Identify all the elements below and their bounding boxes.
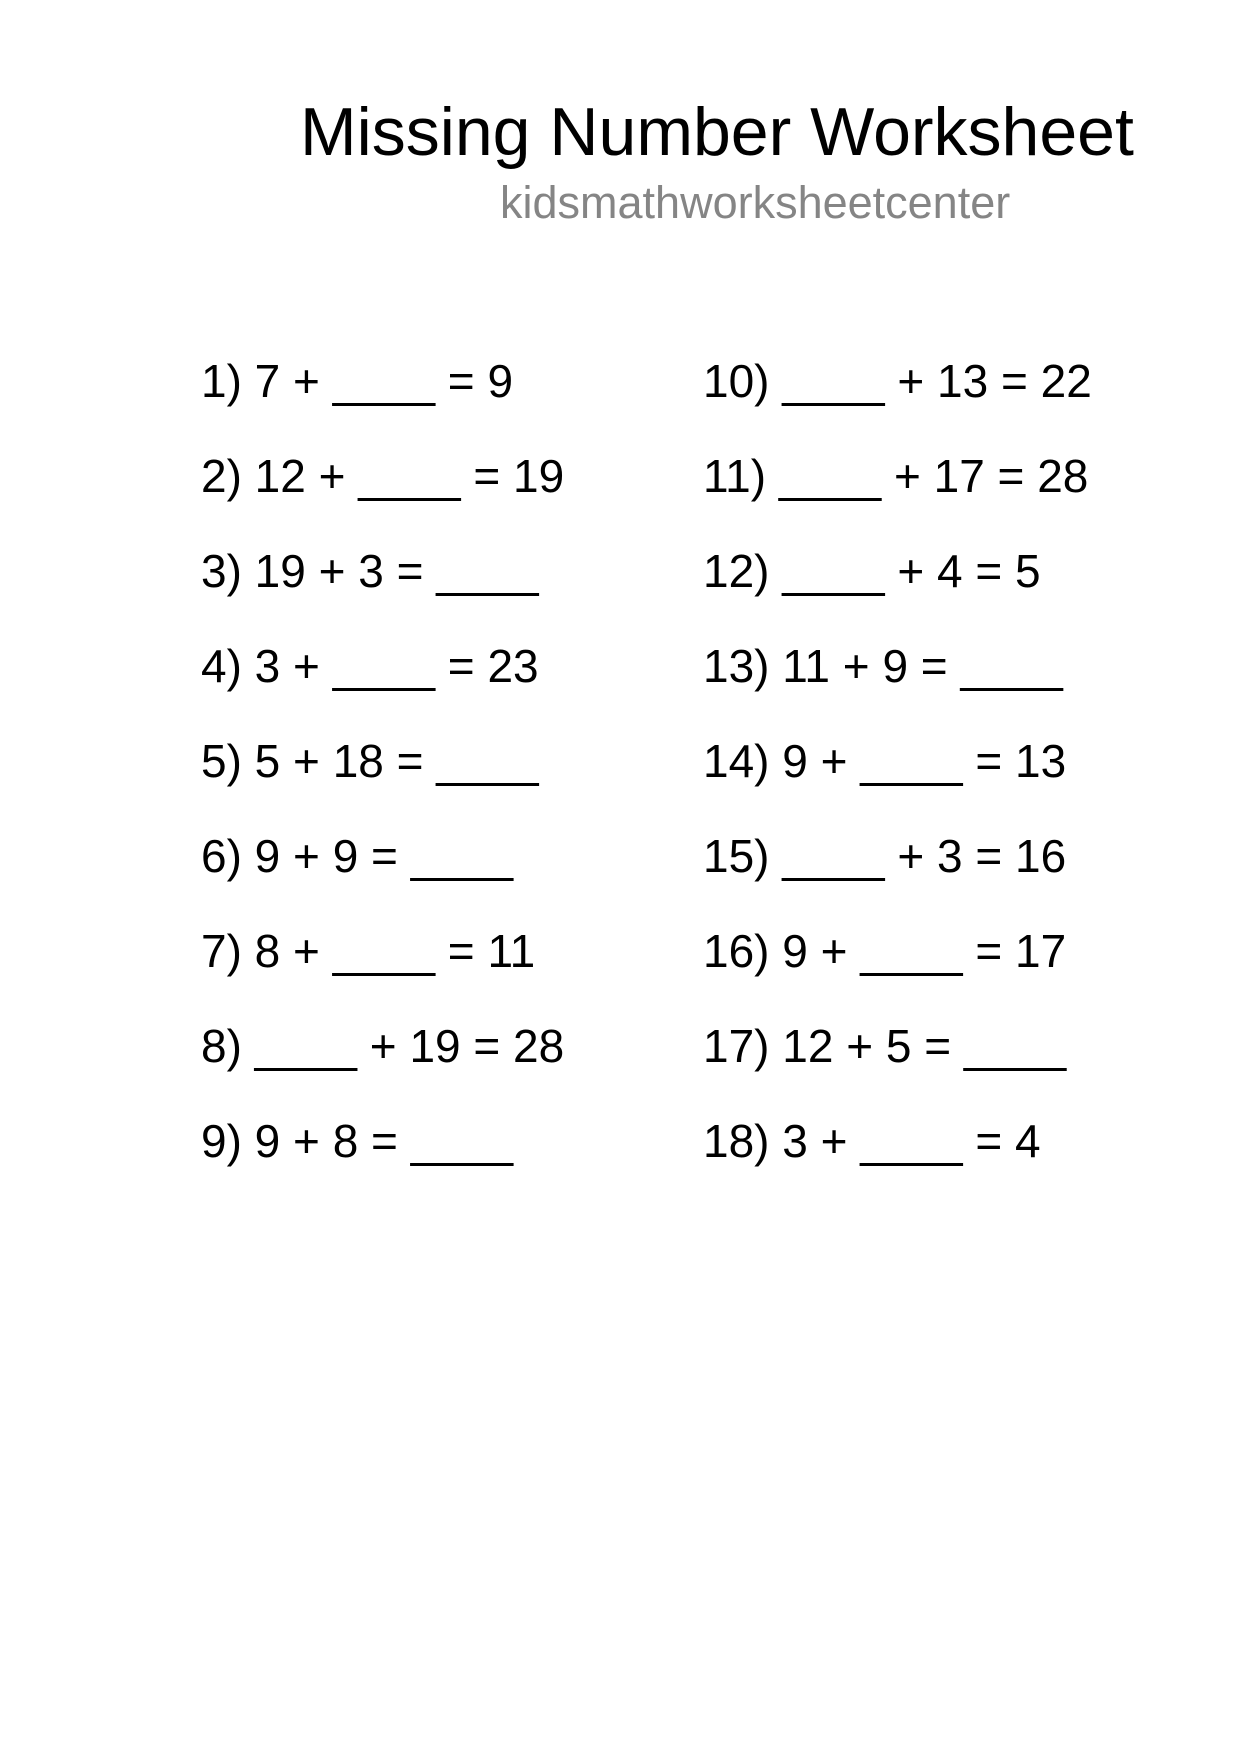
problem-9: 9) 9 + 8 = ____ (201, 1115, 514, 1167)
problem-11: 11) ____ + 17 = 28 (703, 450, 1089, 502)
problem-7: 7) 8 + ____ = 11 (201, 925, 536, 977)
problem-12: 12) ____ + 4 = 5 (703, 545, 1041, 597)
problem-17: 17) 12 + 5 = ____ (703, 1020, 1067, 1072)
site-name: kidsmathworksheetcenter (500, 177, 1011, 228)
problem-14: 14) 9 + ____ = 13 (703, 735, 1067, 787)
problem-3: 3) 19 + 3 = ____ (201, 545, 539, 597)
problem-5: 5) 5 + 18 = ____ (201, 735, 539, 787)
problem-13: 13) 11 + 9 = ____ (703, 640, 1063, 692)
problem-1: 1) 7 + ____ = 9 (201, 355, 514, 407)
problem-18: 18) 3 + ____ = 4 (703, 1115, 1041, 1167)
problem-8: 8) ____ + 19 = 28 (201, 1020, 565, 1072)
page-title: Missing Number Worksheet (300, 94, 1134, 170)
problem-2: 2) 12 + ____ = 19 (201, 450, 565, 502)
problem-6: 6) 9 + 9 = ____ (201, 830, 514, 882)
problem-10: 10) ____ + 13 = 22 (703, 355, 1092, 407)
problem-15: 15) ____ + 3 = 16 (703, 830, 1067, 882)
problem-16: 16) 9 + ____ = 17 (703, 925, 1067, 977)
problem-4: 4) 3 + ____ = 23 (201, 640, 539, 692)
